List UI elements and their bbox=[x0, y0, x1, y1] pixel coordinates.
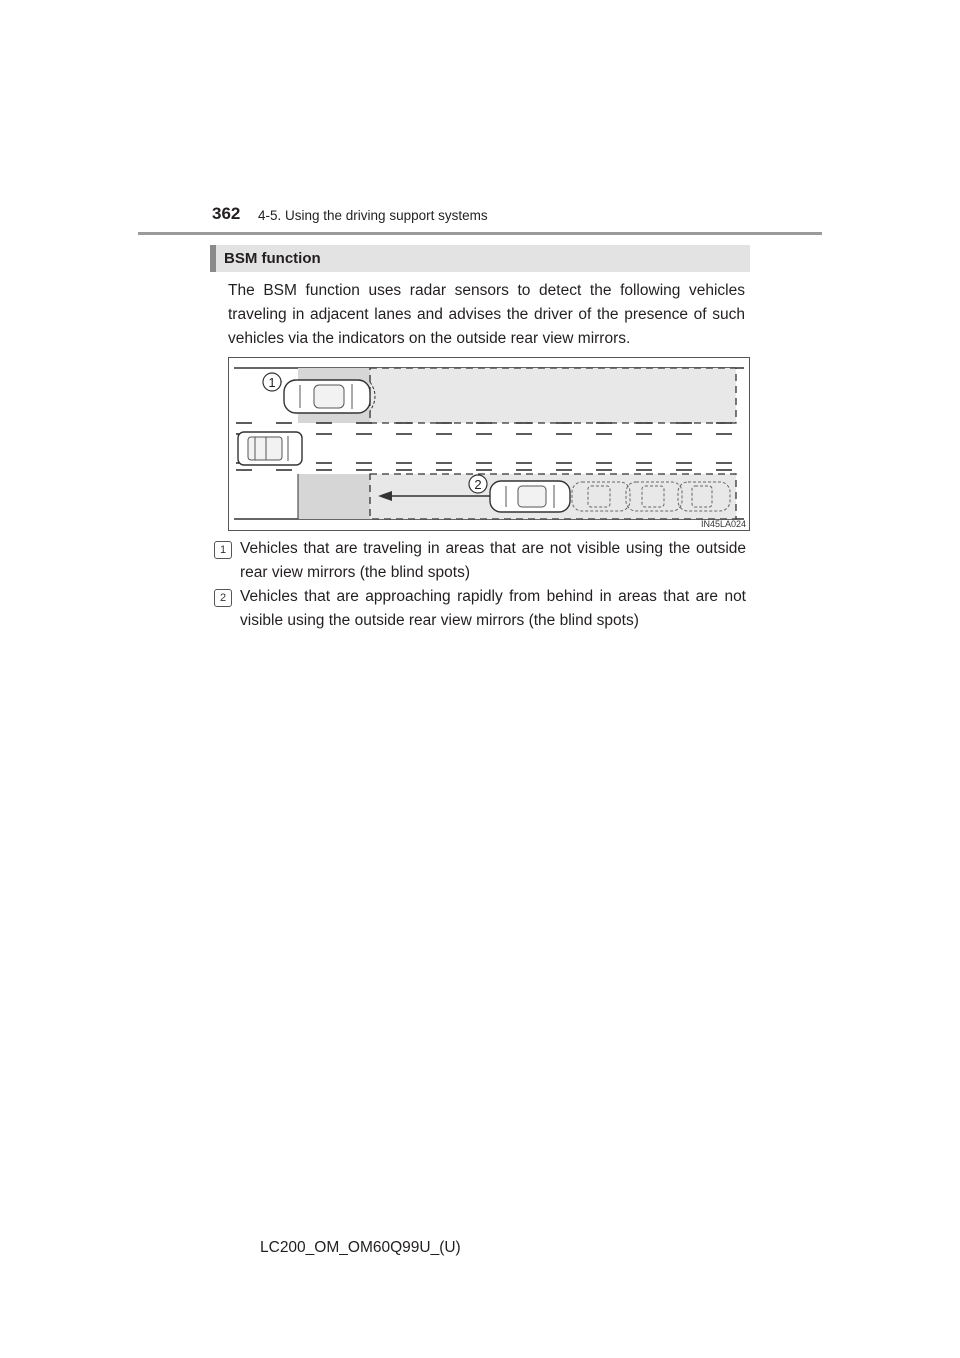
callout-2 bbox=[469, 475, 487, 493]
item-number-2: 2 bbox=[214, 589, 232, 607]
section-title: BSM function bbox=[224, 250, 321, 267]
callout-1 bbox=[263, 373, 282, 391]
list-item-2: Vehicles that are approaching rapidly from behind in areas that are not visible using the outside rear view mirrors (the blind spots) bbox=[240, 588, 746, 629]
figure-code: IN45LA024 bbox=[700, 519, 746, 529]
vehicle-blind-spot bbox=[284, 380, 375, 413]
list-item-1: Vehicles that are traveling in areas that are not visible using the outside rear view mirrors (the blind spots) bbox=[240, 540, 746, 581]
callout-2-label: 2 bbox=[474, 477, 482, 492]
intro-paragraph: The BSM function uses radar sensors to detect the following vehicles traveling in adjacent lanes and advises the driver of the presence of such vehicles via the indicators on the outside rear view mirrors. bbox=[228, 282, 745, 347]
bsm-diagram bbox=[228, 357, 750, 531]
blind-spot-zone-lower bbox=[298, 474, 370, 519]
section-accent bbox=[210, 245, 216, 272]
detection-area-upper bbox=[370, 368, 736, 423]
footer-code: LC200_OM_OM60Q99U_(U) bbox=[260, 1239, 461, 1256]
section-heading bbox=[210, 245, 750, 272]
page-number: 362 bbox=[212, 204, 241, 223]
chapter-title: 4-5. Using the driving support systems bbox=[258, 208, 488, 223]
item-number-1: 1 bbox=[214, 541, 232, 559]
callout-1-label: 1 bbox=[268, 375, 276, 390]
approaching-vehicle bbox=[490, 481, 570, 512]
header-divider bbox=[138, 232, 822, 235]
host-vehicle bbox=[238, 432, 302, 465]
